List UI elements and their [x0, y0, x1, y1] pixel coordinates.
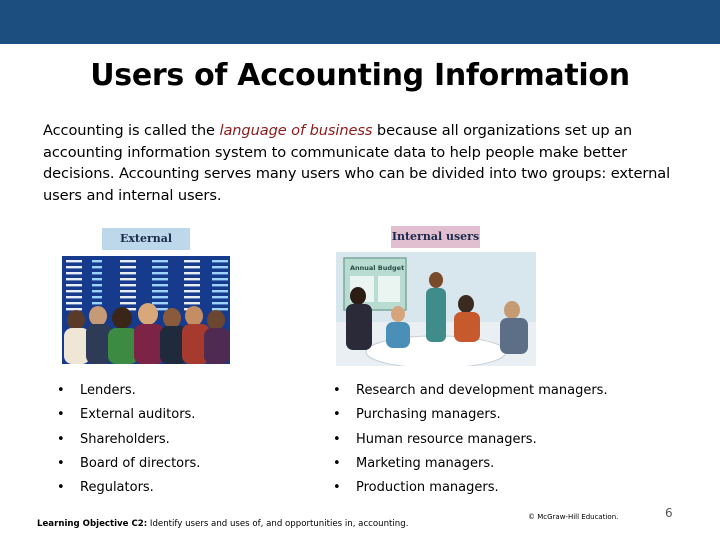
ticker-digit: [152, 302, 168, 304]
ticker-digit: [66, 284, 82, 286]
ticker-digit: [212, 296, 228, 298]
ticker-digit: [184, 284, 200, 286]
ticker-digit: [184, 278, 200, 280]
list-item-text: Board of directors.: [80, 455, 201, 471]
ticker-digit: [66, 290, 82, 292]
ticker-digit: [92, 260, 102, 262]
list-item-text: Production managers.: [356, 480, 499, 496]
ticker-digit: [66, 272, 82, 274]
header-bar: [0, 0, 720, 44]
ticker-digit: [120, 302, 136, 304]
bullet-icon: •: [333, 383, 341, 398]
learning-objective-text: Identify users and uses of, and opportunities in, accounting.: [147, 519, 409, 529]
external-users-tag: External: [102, 228, 190, 250]
bullet-icon: •: [57, 431, 65, 447]
bullet-icon: •: [57, 480, 65, 496]
list-item-text: Purchasing managers.: [356, 407, 501, 423]
ticker-digit: [120, 272, 136, 274]
ticker-digit: [92, 278, 102, 280]
ticker-digit: [152, 278, 168, 280]
ticker-digit: [66, 296, 82, 298]
ticker-digit: [152, 266, 168, 268]
annual-budget-label: Annual Budget: [350, 264, 405, 272]
copyright-notice: © McGraw-Hill Education.: [528, 513, 619, 521]
intro-text-end: because all organizations set up an accounting information system to communicate data to help people make better decisions. Accounting serves many users who can be divided into two groups: external users and internal users.: [43, 122, 671, 204]
page-number: 6: [665, 506, 673, 520]
ticker-digit: [212, 284, 228, 286]
list-item: [57, 431, 200, 455]
intro-paragraph: [43, 120, 683, 206]
list-item-text: Research and development managers.: [356, 383, 608, 398]
list-item: [333, 455, 608, 479]
list-item: [57, 455, 200, 479]
list-item-text: Lenders.: [80, 383, 136, 398]
ticker-digit: [184, 296, 200, 298]
ticker-digit: [92, 266, 102, 268]
ticker-digit: [120, 284, 136, 286]
bullet-icon: •: [57, 455, 65, 471]
list-item: [333, 431, 608, 455]
ticker-digit: [66, 278, 82, 280]
ticker-digit: [152, 260, 168, 262]
list-item-text: Regulators.: [80, 480, 154, 496]
ticker-digit: [212, 266, 228, 268]
ticker-digit: [66, 266, 82, 268]
ticker-digit: [92, 302, 102, 304]
list-item-text: Human resource managers.: [356, 431, 537, 447]
intro-emphasis: language of business: [219, 122, 373, 139]
list-item-text: Shareholders.: [80, 431, 170, 447]
ticker-digit: [66, 260, 82, 262]
ticker-digit: [92, 284, 102, 286]
bullet-icon: •: [333, 407, 341, 423]
list-item: [333, 479, 608, 503]
ticker-digit: [212, 302, 228, 304]
ticker-digit: [120, 260, 136, 262]
internal-users-list: [333, 382, 608, 503]
ticker-digit: [92, 272, 102, 274]
ticker-digit: [212, 278, 228, 280]
bullet-icon: •: [57, 407, 65, 423]
internal-users-tag: Internal users: [391, 226, 480, 248]
ticker-digit: [92, 290, 102, 292]
ticker-digit: [120, 296, 136, 298]
ticker-digit: [184, 290, 200, 292]
external-users-list: [57, 382, 200, 503]
ticker-digit: [212, 308, 228, 310]
list-item: [333, 382, 608, 406]
external-users-photo: [62, 256, 230, 364]
ticker-digit: [212, 290, 228, 292]
intro-text-start: Accounting is called the: [43, 122, 220, 139]
ticker-digit: [120, 266, 136, 268]
ticker-digit: [212, 272, 228, 274]
ticker-digit: [184, 266, 200, 268]
bullet-icon: •: [57, 383, 65, 398]
ticker-digit: [152, 290, 168, 292]
ticker-digit: [66, 308, 82, 310]
list-item: [57, 382, 200, 406]
ticker-digit: [152, 284, 168, 286]
learning-objective: [37, 519, 408, 529]
ticker-digit: [184, 272, 200, 274]
ticker-digit: [184, 302, 200, 304]
list-item-text: Marketing managers.: [356, 455, 495, 471]
ticker-digit: [66, 302, 82, 304]
bullet-icon: •: [333, 480, 341, 496]
ticker-digit: [120, 290, 136, 292]
list-item: [333, 406, 608, 430]
list-item-text: External auditors.: [80, 407, 196, 423]
ticker-digit: [152, 296, 168, 298]
internal-users-photo: [336, 252, 536, 366]
bullet-icon: •: [333, 455, 341, 471]
list-item: [57, 406, 200, 430]
ticker-digit: [184, 260, 200, 262]
ticker-digit: [212, 260, 228, 262]
ticker-digit: [152, 272, 168, 274]
learning-objective-label: Learning Objective C2:: [37, 519, 148, 529]
bullet-icon: •: [333, 431, 341, 447]
list-item: [57, 479, 200, 503]
ticker-digit: [92, 296, 102, 298]
slide-title: Users of Accounting Information: [90, 58, 630, 93]
ticker-digit: [120, 278, 136, 280]
